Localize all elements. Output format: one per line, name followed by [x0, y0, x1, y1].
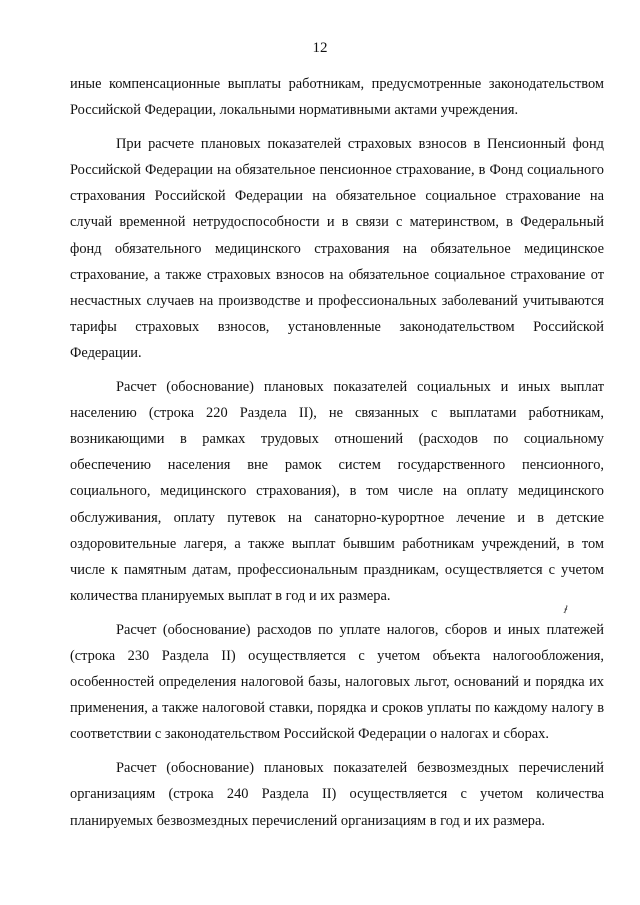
document-body [70, 71, 604, 834]
paragraph-gratuitous-transfers: Расчет (обоснование) плановых показателей безвозмездных перечислений организациям (строка 240 Раздела II) осуществляется с учетом количества планируемых безвозмездных перечислений организациям в год и их размера. [70, 760, 604, 829]
stray-pen-mark: ⱡ [562, 603, 570, 617]
paragraph-other-payments: иные компенсационные выплаты работникам, предусмотренные законодательством Российской Федерации, локальными нормативными актами учреждения. [70, 76, 604, 119]
paragraph-social-payments: Расчет (обоснование) плановых показателей социальных и иных выплат населению (строка 220 Раздела II), не связанных с выплатами работникам, возникающими в рамках трудовых отношений (расходов по социальному обеспечению населения вне рамок систем государственного пенсионного, социального, медицинского страхования), в том числе на оплату медицинского обслуживания, оплату путевок на санаторно-курортное лечение и в детские оздоровительные лагеря, а также выплат бывшим работникам учреждений, в том числе к памятным датам, профессиональным праздникам, осуществляется с учетом количества планируемых выплат в год и их размера. [70, 379, 604, 604]
page-number: 12 [312, 40, 328, 56]
paragraph-insurance-contributions: При расчете плановых показателей страховых взносов в Пенсионный фонд Российской Федерации на обязательное пенсионное страхование, в Фонд социального страхования Российской Федерации на обязательное социальное страхование на случай временной нетрудоспособности и в связи с материнством, в Федеральный фонд обязательного медицинского страхования на обязательное медицинское страхование, а также страховых взносов на обязательное социальное страхование от несчастных случаев на производстве и профессиональных заболеваний учитываются тарифы страховых взносов, установленные законодательством Российской Федерации. [70, 136, 604, 361]
paragraph-taxes-fees: Расчет (обоснование) расходов по уплате налогов, сборов и иных платежей (строка 230 Раздела II) осуществляется с учетом объекта налогообложения, особенностей определения налоговой базы, налоговых льгот, оснований и порядка их применения, а также налоговой ставки, порядка и сроков уплаты по каждому налогу в соответствии с законодательством Российской Федерации о налогах и сборах. [70, 621, 604, 743]
